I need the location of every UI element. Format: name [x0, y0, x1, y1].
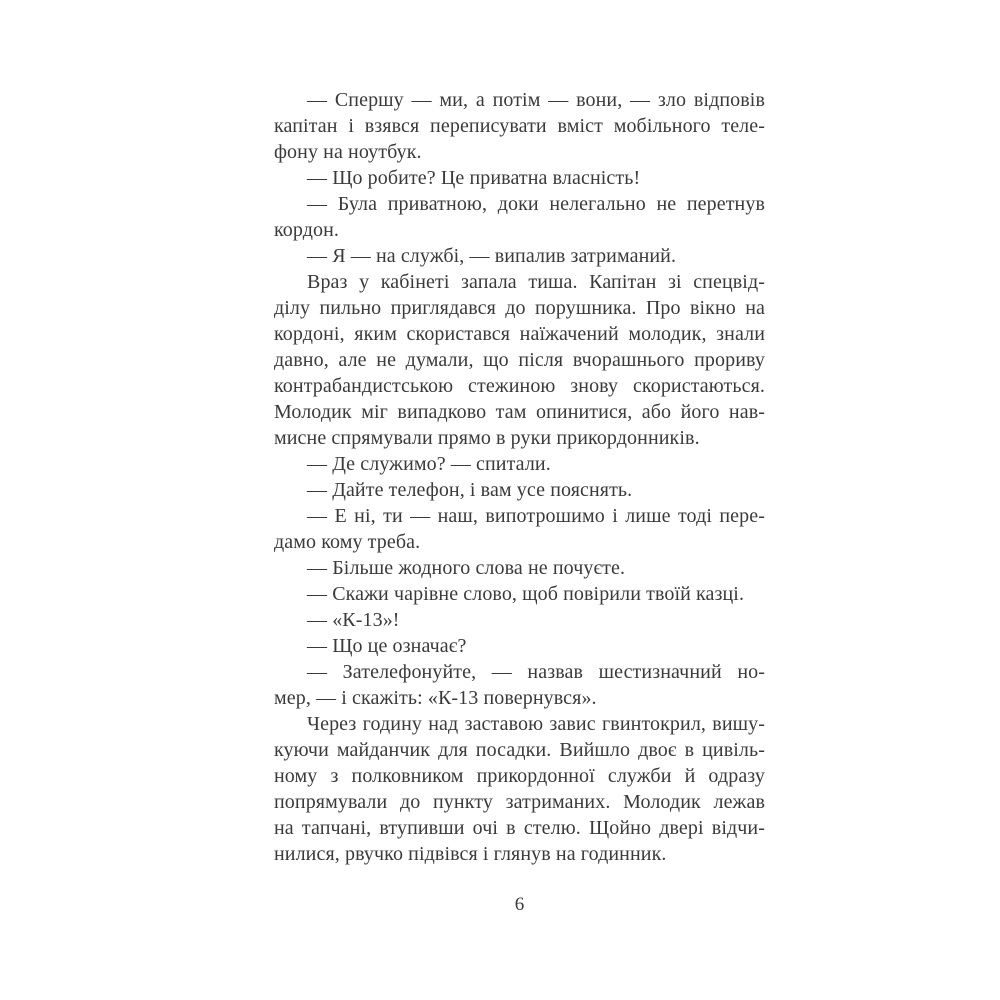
- text-line: нилися, рвучко підвівся і глянув на годинник.: [274, 843, 667, 865]
- text-line: мер, — і скажіть: «К-13 повернувся».: [274, 687, 597, 709]
- paragraph: [274, 555, 765, 581]
- text-line: — Більше жодного слова не почуєте.: [307, 557, 626, 579]
- text-line: — Скажи чарівне слово, щоб повірили твоїй казці.: [307, 583, 745, 605]
- paragraph: [274, 87, 765, 165]
- text-line: капітан і взявся переписувати вміст мобільного теле-: [274, 115, 765, 137]
- paragraph: [274, 503, 765, 555]
- text-line: — Що робите? Це приватна власність!: [307, 167, 641, 189]
- text-line: контрабандистською стежиною знову скористаються.: [274, 375, 765, 397]
- paragraph: [274, 581, 765, 607]
- text-line: — Спершу — ми, а потім — вони, — зло відповів: [307, 89, 765, 111]
- text-line: — Зателефонуйте, — назвав шестизначний но-: [307, 661, 765, 683]
- paragraph: [274, 477, 765, 503]
- page-number: 6: [514, 894, 525, 915]
- paragraph: [274, 451, 765, 477]
- paragraph: [274, 659, 765, 711]
- text-line: Молодик міг випадково там опинитися, або його нав-: [274, 401, 765, 423]
- text-line: Враз у кабінеті запала тиша. Капітан зі спецвід-: [307, 271, 765, 293]
- text-line: кордоні, яким скористався наїжачений молодик, знали: [274, 323, 765, 345]
- text-line: куючи майданчик для посадки. Вийшло двоє в цивіль-: [274, 739, 765, 761]
- text-block: [274, 87, 765, 867]
- text-line: — Е ні, ти — наш, випотрошимо і лише тоді пере-: [307, 505, 765, 527]
- text-line: Через годину над заставою завис гвинтокрил, вишу-: [307, 713, 765, 735]
- text-line: — «К-13»!: [307, 609, 400, 631]
- paragraph: [274, 633, 765, 659]
- text-line: попрямували до пункту затриманих. Молодик лежав: [274, 791, 765, 813]
- paragraph: [274, 607, 765, 633]
- paragraph: [274, 165, 765, 191]
- text-line: ному з полковником прикордонної служби й одразу: [274, 765, 765, 787]
- text-line: мисне спрямували прямо в руки прикордонників.: [274, 427, 700, 449]
- text-line: ділу пильно приглядався до порушника. Про вікно на: [274, 297, 765, 319]
- paragraph: [274, 243, 765, 269]
- text-line: на тапчані, втупивши очі в стелю. Щойно двері відчи-: [274, 817, 765, 839]
- text-line: — Що це означає?: [307, 635, 467, 657]
- text-line: давно, але не думали, що після вчорашнього прориву: [274, 349, 765, 371]
- text-line: — Дайте телефон, і вам усе пояснять.: [307, 479, 633, 501]
- text-line: фону на ноутбук.: [274, 141, 422, 163]
- text-line: дамо кому треба.: [274, 531, 421, 553]
- text-line: — Була приватною, доки нелегально не перетнув: [307, 193, 765, 215]
- paragraph: [274, 269, 765, 451]
- text-line: — Я — на службі, — випалив затриманий.: [307, 245, 677, 267]
- paragraph: [274, 711, 765, 867]
- text-line: кордон.: [274, 219, 340, 241]
- paragraph: [274, 191, 765, 243]
- text-line: — Де служимо? — спитали.: [307, 453, 551, 475]
